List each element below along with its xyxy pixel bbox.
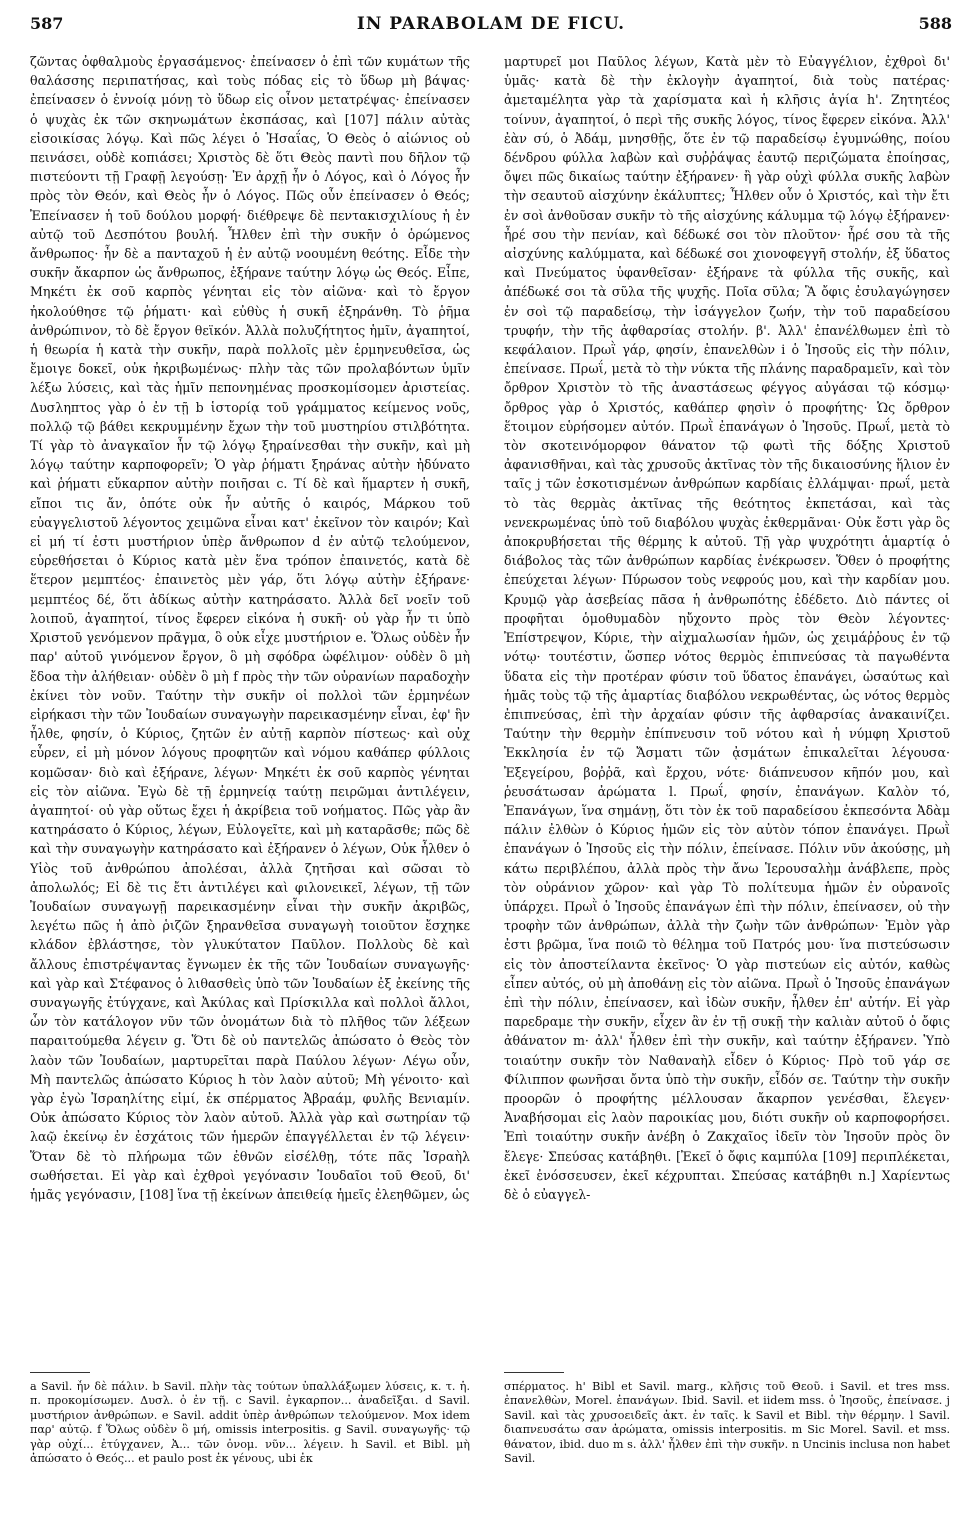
- page-number-right: 588: [918, 14, 952, 33]
- footnotes-right-text: σπέρματος. h' Bibl et Savil. marg., κλῆσις τοῦ Θεοῦ. i Savil. et tres mss. ἐπανελθὼν, Morel. ἐπανάγων. Ibid. Savil. et iidem mss. ὁ Ἰησοῦς, ἐπείνασε. j Savil. καὶ τὰς χρυσοειδεῖς ἀκτ. ἐν ταῖς. k Savil et Bibl. τὴν θέρμην. l Savil. διαπνευσάτω σαν ἀρώματα, omissis interpositis. m Sic Morel. Savil. et mss. θάνατον, ibid. duo m s. ἀλλ' ἦλθεν ἐπὶ τὴν συκῆν. n Uncinis inclusa non habet Savil.: [504, 1380, 950, 1466]
- running-title: IN PARABOLAM DE FICU.: [356, 14, 626, 34]
- left-text-column: [30, 52, 470, 1370]
- footnotes-left: [30, 1380, 470, 1532]
- right-column-body: μαρτυρεῖ μοι Παῦλος λέγων, Κατὰ μὲν τὸ Εὐαγγέλιον, ἐχθροὶ δι' ὑμᾶς· κατὰ δὲ τὴν ἐκλογὴν ἀγαπητοί, διὰ τοὺς πατέρας· ἀμεταμέλητα γὰρ τὰ χαρίσματα καὶ ἡ κλῆσις ἁγία h'. Ζητητέος τοίνυν, ἀγαπητοί, ὁ περὶ τῆς συκῆς λόγος, τίνος ἔφερεν εἰκόνα. Ἀλλ' ἐὰν σύ, ὁ Ἀδάμ, μνησθῇς, ὅτε ἐν τῷ παραδείσῳ ἐγυμνώθης, ποίου δένδρου φύλλα λαβὼν καὶ συῤῥάψας ἑαυτῷ περιζώματα ἐποίησας, ὄψει πῶς δικαίως ταύτην ἐξήρανεν· ἢ γὰρ οὐχὶ φύλλα συκῆς λαβὼν τὴν σεαυτοῦ αἰσχύνην ἐκάλυπτες; Ἦλθεν οὖν ὁ Χριστός, καὶ τὴν ἔτι ἐν σοὶ ἀνθοῦσαν συκῆν τὸ τῆς αἰσχύνης κάλυμμα τῷ λόγῳ ἐξήρανεν· ἦρέ σου τὴν πενίαν, καὶ δέδωκέ σοι τὸν πλοῦτον· ἦρέ σου τὰ τῆς αἰσχύνης καλύμματα, καὶ δέδωκέ σοι χιονοφεγγῆ στολήν, ἐξ ὕδατος καὶ Πνεύματος ὑφανθεῖσαν· ἐξήρανε τὰ φύλλα τῆς συκῆς, καὶ ἀπέδωκέ σοι τὰ σῦλα τῆς ψυχῆς. Ποῖα σῦλα; Ἃ ὄφις ἐσυλαγώγησεν ἐν σοὶ τῷ παραδείσῳ, τὴν ἰσάγγελον ζωήν, τὴν τοῦ παραδείσου τρυφήν, τὴν τῆς ἀφθαρσίας στολήν. β'. Ἀλλ' ἐπανέλθωμεν ἐπὶ τὸ κεφάλαιον. Πρωῒ γάρ, φησίν, ἐπανελθὼν i ὁ Ἰησοῦς εἰς τὴν πόλιν, ἐπείνασε. Πρωΐ, μετὰ τὸ τὴν νύκτα τῆς πλάνης παραδραμεῖν, καὶ τὸν ὄρθρον Χριστὸν τὸ τῆς ἀναστάσεως φέγγος αὐγάσαι τῷ κόσμῳ· ὄρθρος γὰρ ὁ Χριστός, καθάπερ φησὶν ὁ προφήτης· Ὡς ὄρθρον ἕτοιμον εὑρήσομεν αὐτόν. Πρωῒ ἐπανάγων ὁ Ἰησοῦς. Πρωΐ, μετὰ τὸ τὸν σκοτεινόμορφον θάνατον τῷ φωτὶ τῆς δόξης Χριστοῦ ἀφανισθῆναι, καὶ τὰς χρυσοῦς ἀκτῖνας τὸν τῆς δικαιοσύνης ἥλιον ἐν ταῖς j τῶν ἐσκοτισμένων ἀνθρώπων καρδίαις ἐλλάμψαι· πρωΐ, μετὰ τὸ τὰς θερμὰς ἀκτῖνας τῆς θεότητος ἐκπετάσαι, καὶ τὰς νενεκρωμένας ὑπὸ τοῦ διαβόλου ψυχὰς ἐκθερμᾶναι· Οὐκ ἔστι γὰρ ὃς ἀποκρυβήσεται τῆς θέρμης k αὐτοῦ. Τῇ γὰρ ψυχρότητι ἁμαρτίᾳ ὁ διάβολος τὰς τῶν ἀνθρώπων καρδίας ἐνέκρωσεν. Ὅθεν ὁ προφήτης ἐπεύχεται λέγων· Πύρωσον τοὺς νεφρούς μου, καὶ τὴν καρδίαν μου. Κρυμῷ γὰρ ἀσεβείας πᾶσα ἡ ἀνθρωπότης ἐδέδετο. Διὸ πάντες οἱ προφῆται ὁμοθυμαδὸν ηὔχοντο πρὸς τὸν Θεὸν λέγοντες· Ἐπίστρεψον, Κύριε, τὴν αἰχμαλωσίαν ἡμῶν, ὡς χειμάῤῥους ἐν τῷ νότῳ· τουτέστιν, ὥσπερ νότος θερμὸς ἐπιπνεύσας τὰ παγωθέντα ὕδατα εἰς τὴν προτέραν φύσιν τοῦ ὕδατος ἐπανάγει, ὡσαύτως καὶ ἡμᾶς τοὺς τῷ τῆς ἁμαρτίας διαβόλου νεκρωθέντας, ὡς νότος θερμὸς ἐπιπνεύσας, ἐπὶ τὴν ἀρχαίαν φύσιν τῆς ἀφθαρσίας ἀνακαινίζει. Ταύτην τὴν θερμὴν ἐπίπνευσιν τοῦ νότου καὶ ἡ νύμφη Χριστοῦ Ἐκκλησία ἐν τῷ Ἄσματι τῶν ᾀσμάτων ἐπικαλεῖται λέγουσα· Ἐξεγείρου, βοῤῥᾶ, καὶ ἔρχου, νότε· διάπνευσον κῆπόν μου, καὶ ῥευσάτωσαν ἀρώματα l. Πρωΐ, φησίν, ἐπανάγων. Καλὸν τό, Ἐπανάγων, ἵνα σημάνῃ, ὅτι τὸν ἐκ τοῦ παραδείσου ἐκπεσόντα Ἀδὰμ πάλιν ἐλθὼν ὁ Κύριος ἡμῶν εἰς τὸν αὐτὸν τόπον ἐπανάγει. Πρωῒ ἐπανάγων ὁ Ἰησοῦς εἰς τὴν πόλιν, ἐπείνασε. Πόλιν νῦν ἀκούσῃς, μὴ κάτω περιβλέπου, ἀλλὰ πρὸς τὴν ἄνω Ἱερουσαλὴμ ἀνάβλεπε, πρὸς τὸν οὐράνιον χῶρον· καὶ γὰρ Τὸ πολίτευμα ἡμῶν ἐν οὐρανοῖς ὑπάρχει. Πρωῒ ὁ Ἰησοῦς ἐπανάγων ἐπὶ τὴν πόλιν, ἐπείνασεν, οὐ τὴν τροφὴν τῶν ἀνθρώπων, ἀλλὰ τὴν ζωὴν τῶν ἀνθρώπων· Ἐμὸν γὰρ ἐστι βρῶμα, ἵνα ποιῶ τὸ θέλημα τοῦ Πατρός μου· ἵνα πιστεύσωσιν εἰς τὸν ἀποστείλαντα ἐκεῖνος· Ὁ γὰρ πιστεύων εἰς αὐτόν, καθὼς εἶπεν αὐτός, οὐ μὴ ἀποθάνῃ εἰς τὸν αἰῶνα. Πρωῒ ὁ Ἰησοῦς ἐπανάγων ἐπὶ τὴν πόλιν, ἐπείνασεν, καὶ ἰδὼν συκῆν, ἦλθεν ἐπ' αὐτήν. Εἰ γὰρ παρεδραμε τὴν συκῆν, εἶχεν ἂν ἐν τῇ συκῇ τὴν καλιὰν αὐτοῦ ὁ ὄφις ἀθάνατον m· ἀλλ' ἦλθεν ἐπὶ τὴν συκῆν, καὶ ταύτην ἐξήρανεν. Ὑπὸ τοιαύτην συκῆν τὸν Ναθαναὴλ εἶδεν ὁ Κύριος· Πρὸ τοῦ γάρ σε Φίλιππον φωνῆσαι ὄντα ὑπὸ τὴν συκῆν, εἶδόν σε. Ταύτην τὴν συκῆν προορῶν ὁ προφήτης μέλλουσαν ἄκαρπον γενέσθαι, ἔλεγεν· Ἀναβήσομαι εἰς λαὸν παροικίας μου, διότι συκῆν οὐ καρποφορήσει. Ἐπὶ τοιαύτην συκῆν ἀνέβη ὁ Ζακχαῖος ἰδεῖν τὸν Ἰησοῦν πρὸς ὃν ἔλεγε· Σπεύσας κατάβηθι. [Ἐκεῖ ὁ ὄφις καμπύλα [109] περιπλέκεται, ἐκεῖ ἐνόσσευσεν, ἐκεῖ κέχρυπται. Σπεύσας κατάβηθι n.] Χαρίεντως δὲ ὁ εὐαγγελ-: [504, 54, 950, 1202]
- footnotes-left-text: a Savil. ἦν δὲ πάλιν. b Savil. πλὴν τὰς τούτων ὑπαλλάξωμεν λύσεις, κ. τ. ἡ. π. προκομίσωμεν. Δυσλ. ὁ ἐν τῇ. c Savil. ἐγκαρπον... ἀναδεῖξαι. d Savil. μυστήριον ἀνθρώπων. e Savil. addit ὑπὲρ ἀνθρώπων τελούμενον. Mox idem παρ' αὐτῷ. f Ὅλως οὐδὲν ὃ μή, omissis interpositis. g Savil. συναγωγῆς· τῷ γὰρ οὐχί... ἐτύγχανεν, Ἀ... τῶν ὀνομ. νῦν... λέγειν. h Savil. et Bibl. μὴ ἀπώσατο ὁ Θεός... et paulo post ἐκ γένους, ubi ἐκ: [30, 1380, 470, 1466]
- page-number-left: 587: [30, 14, 64, 33]
- page-header: [30, 14, 952, 44]
- left-column-body: ζῶντας ὀφθαλμοὺς ἐργασάμενος· ἐπείνασεν ὁ ἐπὶ τῶν κυμάτων τῆς θαλάσσης περιπατήσας, καὶ τοὺς πόδας εἰς τὸ ὕδωρ μὴ βάψας· ἐπείνασεν ὁ ἐννοίᾳ μόνῃ τὸ ὕδωρ εἰς οἶνον μετατρέψας· ἐπείνασεν ὁ ψυχὰς ἐκ τῶν σκηνωμάτων ἐκσπάσας, καὶ [107] πάλιν αὐτὰς εἰσοικίσας λόγῳ. Καὶ πῶς λέγει ὁ Ἡσαΐας, Ὁ Θεὸς ὁ αἰώνιος οὐ πεινάσει, οὐδὲ κοπιάσει; Χριστὸς δὲ ὅτι Θεὸς παντὶ που δῆλον τῷ πιστεύοντι τῇ Γραφῇ λεγούσῃ· Ἐν ἀρχῇ ἦν ὁ Λόγος, καὶ ὁ Λόγος ἦν πρὸς τὸν Θεόν, καὶ Θεὸς ἦν ὁ Λόγος. Πῶς οὖν ἐπείνασεν ὁ Θεός; Ἐπείνασεν ἡ τοῦ δούλου μορφή· διέθρεψε δὲ πεντακισχιλίους ἡ ἐν αὐτῷ τοῦ Δεσπότου βουλή. Ἦλθεν ἐπὶ τὴν συκῆν ὁ ὁρώμενος ἄνθρωπος· ἦν δὲ a πανταχοῦ ἡ ἐν αὐτῷ νοουμένη θεότης. Εἶδε τὴν συκῆν ἄκαρπον ὡς ἄνθρωπος, ἐξήρανε ταύτην λόγῳ ὡς Θεός. Εἶπε, Μηκέτι ἐκ σοῦ καρπὸς γένηται εἰς τὸν αἰῶνα· καὶ τὸ ἔργον ἠκολούθησε τῷ ῥήματι· καὶ εὐθὺς ἡ συκῆ ἐξηράνθη. Τὸ ῥῆμα ἀνθρώπινον, τὸ δὲ ἔργον θεϊκόν. Ἀλλὰ πολυζήτητος ἡμῖν, ἀγαπητοί, ἡ θεωρία ἡ κατὰ τὴν συκῆν, παρὰ πολλοῖς μὲν ἑρμηνευθεῖσα, ὡς ἔμοιγε δοκεῖ, οὐκ ἠκριβωμένως· πλὴν τὰς τῶν προλαβόντων ὑμῖν λέξω λύσεις, καὶ τὰς ἡμῖν πεπονημένας προσκομίσομεν ἀριστείας. Δυσληπτος γὰρ ὁ ἐν τῇ b ἱστορίᾳ τοῦ γράμματος κείμενος νοῦς, πολλῷ τῷ βάθει κεκρυμμένην ἔχων τὴν τοῦ μυστηρίου στιλβότητα. Τί γὰρ τὸ ἀναγκαῖον ἦν τῷ λόγῳ ξηραίνεσθαι τὴν συκῆν, καὶ μὴ λόγῳ ταύτην καρποφορεῖν; Ὁ γὰρ ῥήματι ξηράνας αὐτὴν ἠδύνατο καὶ ῥήματι εὔκαρπον αὐτὴν ποιῆσαι c. Τί δὲ καὶ ἥμαρτεν ἡ συκῆ, εἴποι τις ἄν, ὁπότε οὐκ ἦν αὐτῆς ὁ καιρός, Μάρκου τοῦ εὐαγγελιστοῦ λέγοντος χειμῶνα εἶναι κατ' ἐκεῖνον τὸν καιρόν; Καὶ εἰ μή τί ἐστι μυστήριον ὑπὲρ ἄνθρωπον d ἐν αὐτῷ τελούμενον, εὑρεθήσεται ὁ Κύριος κατὰ μὲν ἕνα τρόπον ἐπαινετός, κατὰ δὲ ἕτερον μεμπτέος· ἐπαινετὸς μὲν γάρ, ὅτι λόγῳ αὐτὴν ἐξήρανε· μεμπτέος δέ, ὅτι ἀδίκως αὐτὴν κατηράσατο. Ἀλλὰ δεῖ νοεῖν τοῦ λοιποῦ, ἀγαπητοί, τίνος ἔφερεν εἰκόνα ἡ συκῆ· οὐ γὰρ ἦν τι ὑπὸ Χριστοῦ γενόμενον πρᾶγμα, ὃ οὐκ εἶχε μυστήριον e. Ὅλως οὐδὲν ἦν παρ' αὐτοῦ γινόμενον ἔργον, ὃ μὴ σφόδρα ὠφέλιμον· οὐδὲν ὃ μὴ ἔδοα τὴν ἀλήθειαν· οὐδὲν ὃ μὴ f πρὸς τὴν τῶν οὐρανίων παραδοχὴν ἐκίνει τὸν νοῦν. Ταύτην τὴν συκῆν οἱ πολλοὶ τῶν ἑρμηνέων εἰρήκασι τὴν τῶν Ἰουδαίων συναγωγὴν παρεικασμένην εἶναι, ἐφ' ἣν ἦλθε, φησίν, ὁ Κύριος, ζητῶν ἐν αὐτῇ καρπὸν πίστεως· καὶ οὐχ εὗρεν, εἰ μὴ μόνον λόγους προφητῶν καὶ νόμου καθάπερ φύλλοις κομῶσαν· διὸ καὶ ἐξήρανε, λέγων· Μηκέτι ἐκ σοῦ καρπὸς γένηται εἰς τὸν αἰῶνα. Ἐγὼ δὲ τῇ ἑρμηνείᾳ ταύτῃ πειρῶμαι ἀντιλέγειν, ἀγαπητοί· οὐ γὰρ οὕτως ἔχει ἡ ἀκρίβεια τοῦ νοήματος. Πῶς γὰρ ἂν κατηράσατο ὁ Κύριος, λέγων, Εὐλογεῖτε, καὶ μὴ καταρᾶσθε; πῶς δὲ καὶ τὴν συναγωγὴν κατηράσατο καὶ ἐξήρανεν ὁ λέγων, Οὐκ ἦλθεν ὁ Υἱὸς τοῦ ἀνθρώπου ἀπολέσαι, ἀλλὰ ζητῆσαι καὶ σῶσαι τὸ ἀπολωλός; Εἰ δὲ τις ἔτι ἀντιλέγει καὶ φιλονεικεῖ, λέγων, τῇ τῶν Ἰουδαίων συναγωγῇ παρεικασμένην εἶναι τὴν συκῆν ἀκριβῶς, λεγέτω πῶς ἡ ἀπὸ ῥιζῶν ξηρανθεῖσα συναγωγὴ τοιοῦτον ἔσχηκε κλάδον ἐβλάστησε, τὸν γλυκύτατον Παῦλον. Πολλοὺς δὲ καὶ ἄλλους ἐπιστρέψαντας ἔγνωμεν ἐκ τῆς τῶν Ἰουδαίων συναγωγῆς· καὶ γὰρ καὶ Στέφανος ὁ λιθασθεὶς ὑπὸ τῶν Ἰουδαίων ἐξ ἐκείνης τῆς συναγωγῆς ἐτύγχανε, καὶ Ἀκύλας καὶ Πρίσκιλλα καὶ πολλοὶ ἄλλοι, ὧν τὸν κατάλογον νῦν τῶν ὀνομάτων διὰ τὸ πλῆθος τῶν λέξεων παραιτούμεθα λέγειν g. Ὅτι δὲ οὐ παντελῶς ἀπώσατο ὁ Θεὸς τὸν λαὸν τῶν Ἰουδαίων, μαρτυρεῖται παρὰ Παύλου λέγων· Λέγω οὖν, Μὴ παντελῶς ἀπώσατο Κύριος h τὸν λαὸν αὐτοῦ; Μὴ γένοιτο· καὶ γὰρ ἐγὼ Ἰσραηλίτης εἰμί, ἐκ σπέρματος Ἀβραάμ, φυλῆς Βενιαμίν. Οὐκ ἀπώσατο Κύριος τὸν λαὸν αὐτοῦ. Ἀλλὰ γὰρ καὶ σωτηρίαν τῷ λαῷ ἐκείνῳ ἐν ἐσχάτοις τῶν ἡμερῶν ἐπαγγέλλεται ἐν τῷ λέγειν· Ὅταν δὲ τὸ πλήρωμα τῶν ἐθνῶν εἰσέλθῃ, τότε πᾶς Ἰσραὴλ σωθήσεται. Εἰ γὰρ καὶ ἐχθροὶ γεγόνασιν Ἰουδαῖοι τοῦ Θεοῦ, δι' ἡμᾶς γεγόνασιν, [108] ἵνα τῇ ἐκείνων ἀπειθείᾳ ἡμεῖς ἐλεηθῶμεν, ὡς: [30, 54, 470, 1202]
- footnote-rule-right: [504, 1372, 564, 1373]
- footnotes-right: [504, 1380, 950, 1532]
- right-text-column: [504, 52, 950, 1370]
- footnote-rule-left: [30, 1372, 90, 1373]
